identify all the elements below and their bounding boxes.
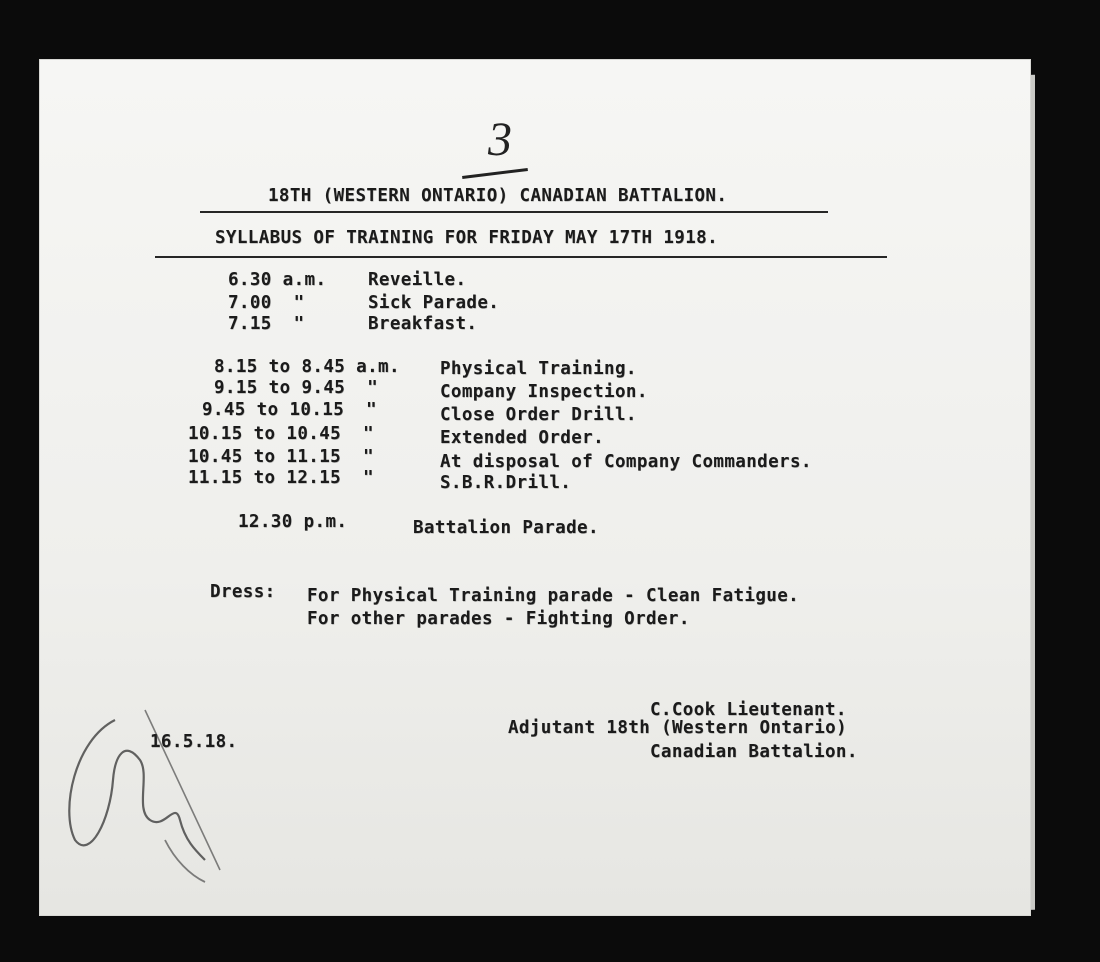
schedule-time: 6.30 a.m.: [228, 270, 327, 290]
schedule-activity: At disposal of Company Commanders.: [440, 452, 812, 472]
schedule-time: 7.15 ": [228, 314, 305, 334]
schedule-time: 11.15 to 12.15 ": [188, 468, 374, 488]
title-rule: [200, 211, 828, 213]
dress-label: Dress:: [210, 582, 276, 602]
dress-line-2: For other parades - Fighting Order.: [307, 609, 690, 629]
handwritten-mark: [55, 700, 225, 890]
document-date: 16.5.18.: [150, 732, 238, 752]
document-subtitle: SYLLABUS OF TRAINING FOR FRIDAY MAY 17TH 1918.: [215, 228, 719, 248]
schedule-activity: Battalion Parade.: [413, 518, 599, 538]
schedule-activity: Sick Parade.: [368, 293, 500, 313]
schedule-time: 8.15 to 8.45 a.m.: [214, 357, 400, 377]
schedule-activity: Close Order Drill.: [440, 405, 637, 425]
signature-title: Adjutant 18th (Western Ontario): [508, 718, 848, 738]
schedule-time: 9.15 to 9.45 ": [214, 378, 379, 398]
dress-line-1: For Physical Training parade - Clean Fatigue.: [307, 586, 800, 606]
schedule-activity: Extended Order.: [440, 428, 605, 448]
signature-unit: Canadian Battalion.: [650, 742, 858, 762]
document-title: 18TH (WESTERN ONTARIO) CANADIAN BATTALION.: [268, 186, 728, 206]
schedule-time: 10.15 to 10.45 ": [188, 424, 374, 444]
schedule-activity: S.B.R.Drill.: [440, 473, 572, 493]
schedule-time: 12.30 p.m.: [238, 512, 348, 532]
schedule-time: 10.45 to 11.15 ": [188, 447, 374, 467]
subtitle-rule: [155, 256, 887, 258]
schedule-time: 9.45 to 10.15 ": [202, 400, 377, 420]
schedule-time: 7.00 ": [228, 293, 305, 313]
signature-name: C.Cook Lieutenant.: [650, 700, 847, 720]
schedule-activity: Company Inspection.: [440, 382, 648, 402]
schedule-activity: Reveille.: [368, 270, 467, 290]
page-number: 3: [488, 113, 512, 166]
schedule-activity: Physical Training.: [440, 359, 637, 379]
schedule-activity: Breakfast.: [368, 314, 478, 334]
